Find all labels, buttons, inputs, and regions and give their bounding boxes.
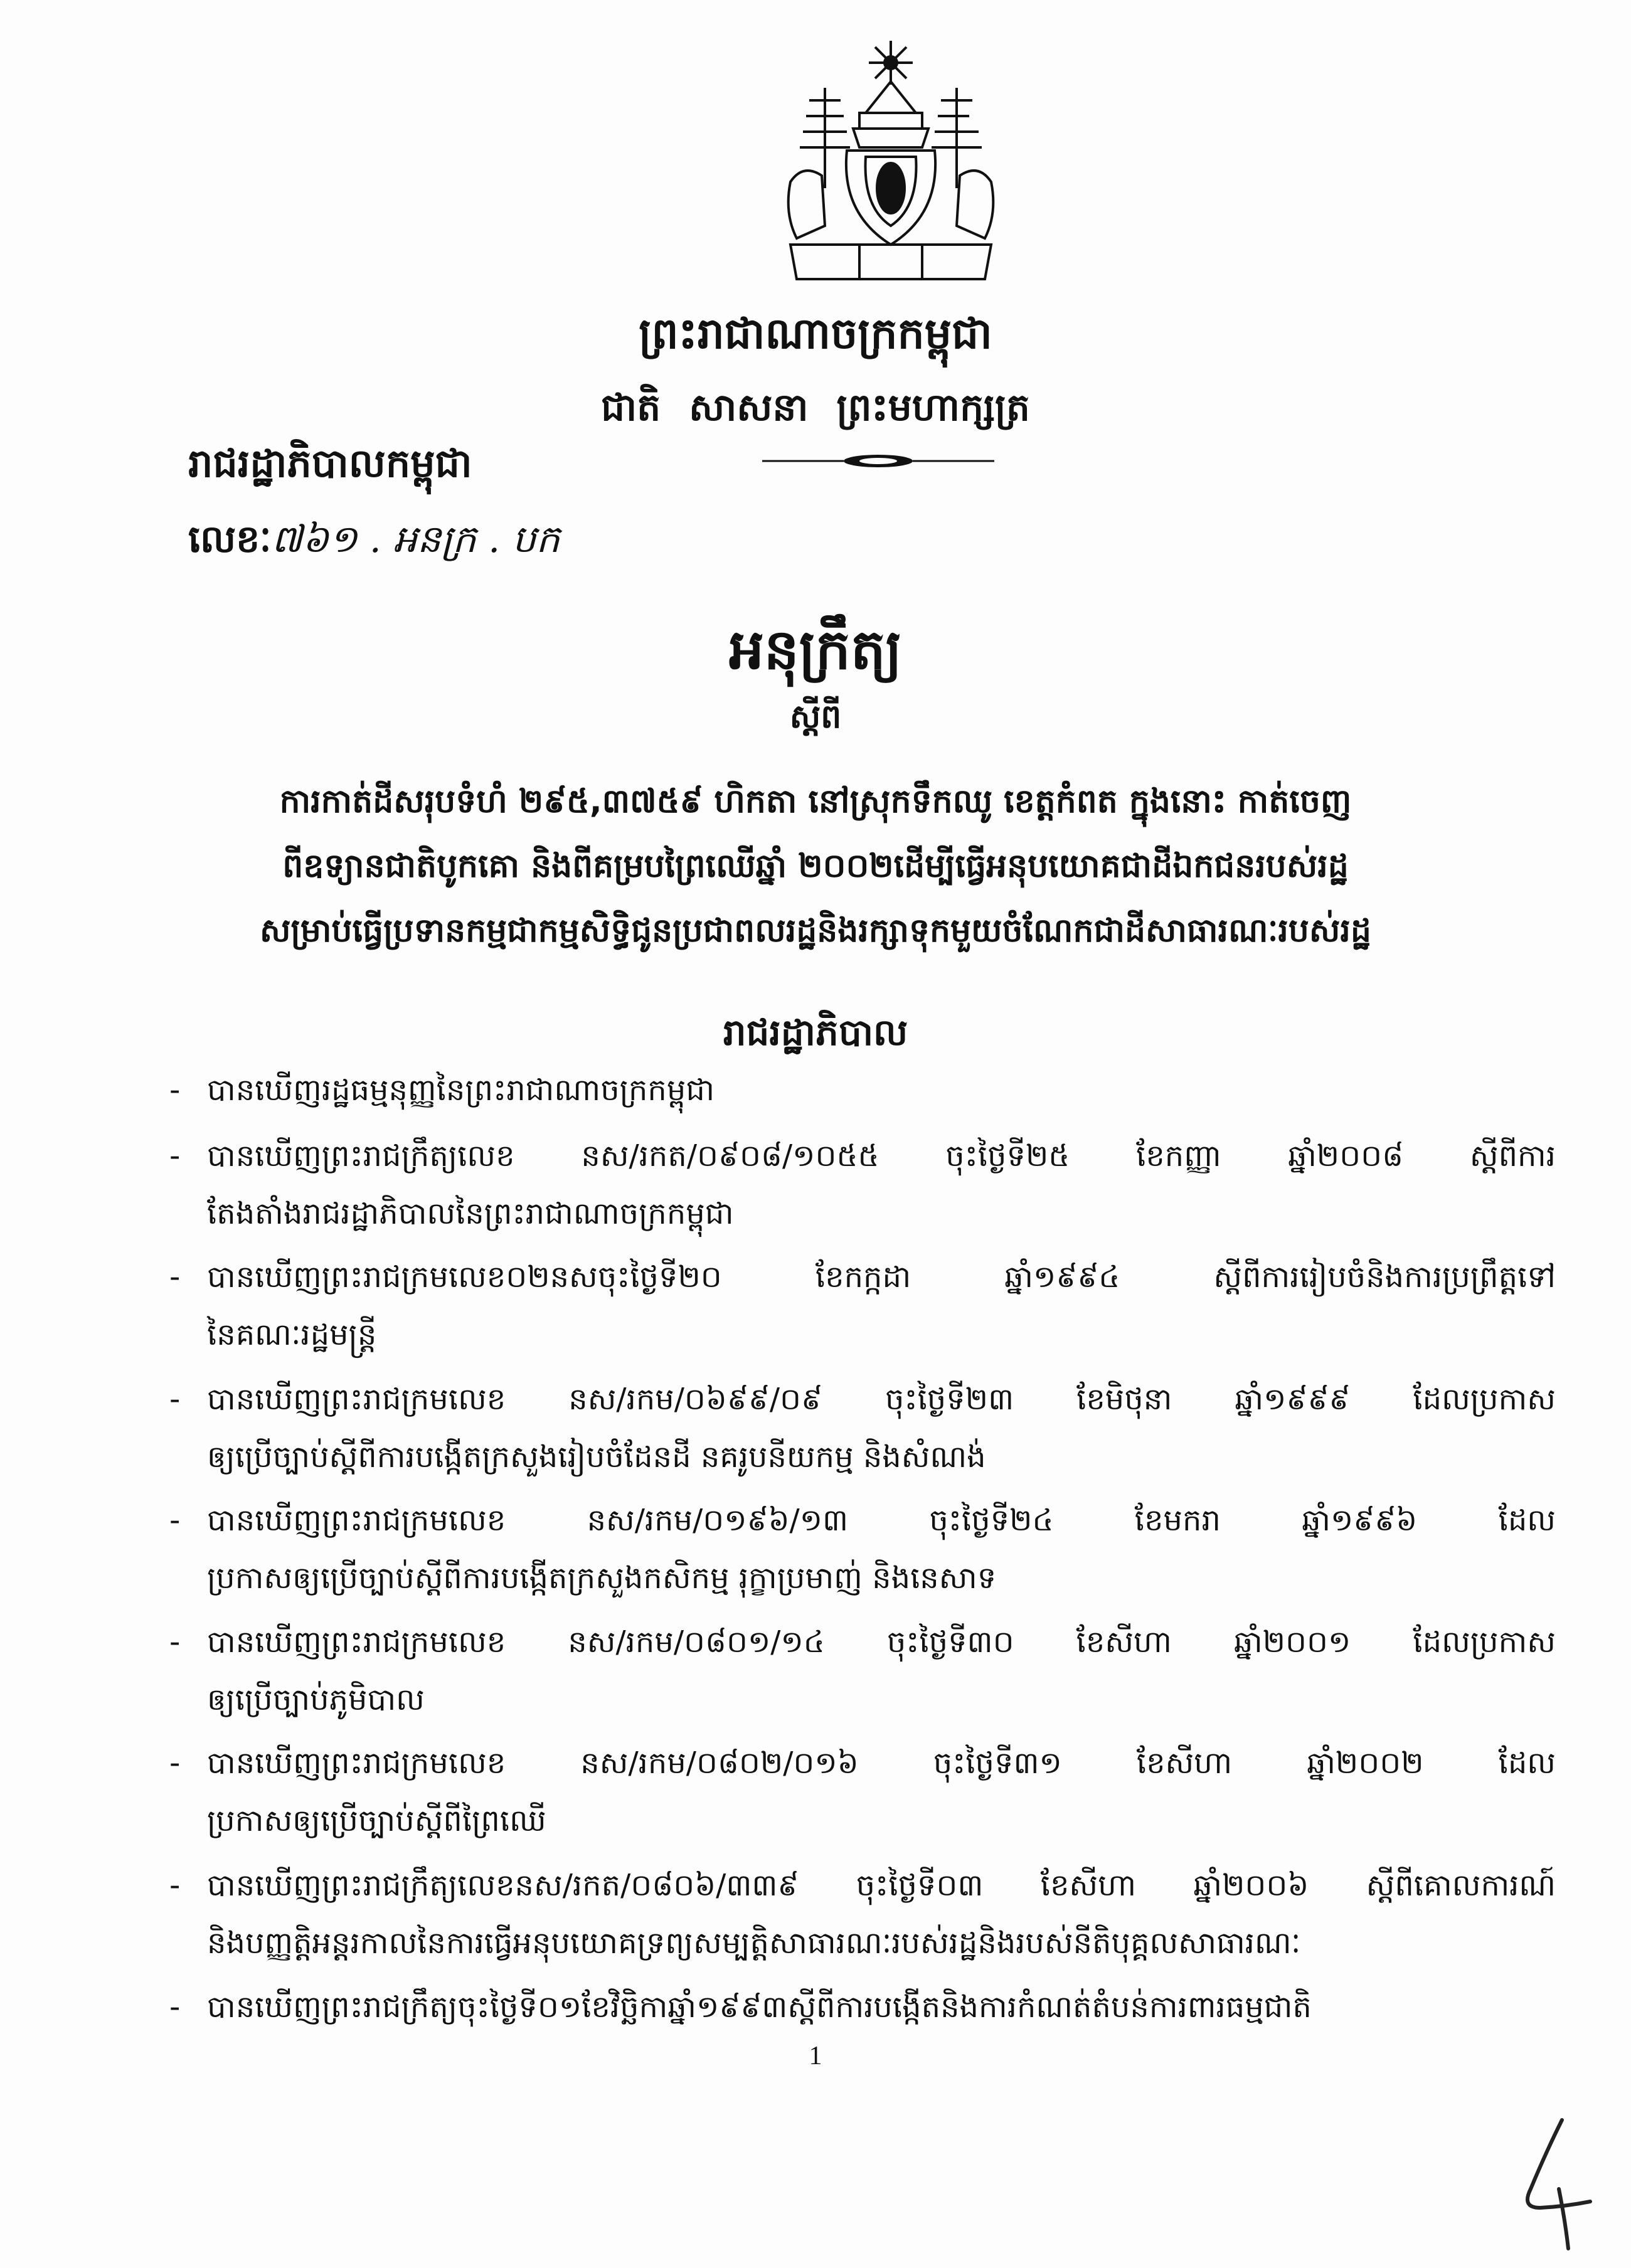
visa-item xyxy=(169,1370,1556,1486)
visa-text: បានឃើញព្រះរាជក្រមលេខ០២នសចុះថ្ងៃទី២០ ខែកក្កដា ឆ្នាំ១៩៩៤ ស្តីពីការរៀបចំនិងការប្រព្រឹត្តទៅ xyxy=(207,1259,1556,1295)
handwritten-initial-icon xyxy=(1502,2114,1596,2252)
visa-item xyxy=(169,1061,1556,1119)
visa-text: បានឃើញព្រះរាជក្រឹត្យលេខនស/រកត/០៨០៦/៣៣៩ ចុះថ្ងៃទី០៣ ខែសីហា ឆ្នាំ២០០៦ ស្តីពីគោលការណ៍ xyxy=(207,1868,1556,1903)
visa-item xyxy=(169,1127,1556,1243)
document-title-line-3: សម្រាប់ធ្វើប្រទានកម្មជាកម្មសិទ្ធិជូនប្រជាពលរដ្ឋនិងរក្សាទុកមួយចំណែកជាដីសាធារណៈរបស់រដ្ឋ xyxy=(260,912,1371,950)
visa-dash: - xyxy=(169,1138,181,1174)
visa-text-continued: ប្រកាសឲ្យប្រើច្បាប់ស្តីពីការបង្កើតក្រសួងកសិកម្ម រុក្ខាប្រមាញ់ និងនេសាទ xyxy=(207,1561,997,1596)
visa-text: បានឃើញព្រះរាជក្រឹត្យលេខ នស/រកត/០៩០៨/១០៥៥ ចុះថ្ងៃទី២៥ ខែកញ្ញា ឆ្នាំ២០០៨ ស្តីពីការ xyxy=(207,1138,1556,1174)
visa-item xyxy=(169,1857,1556,1972)
visa-text: បានឃើញព្រះរាជក្រមលេខ នស/រកម/០៦៩៩/០៩ ចុះថ្ងៃទី២៣ ខែមិថុនា ឆ្នាំ១៩៩៩ ដែលប្រកាស xyxy=(207,1382,1556,1417)
about-label: ស្តីពី xyxy=(789,698,842,736)
document-title-line-1: ការកាត់ដីសរុបទំហំ ២៩៥,៣៧៥៩ ហិកតា នៅស្រុកទឹកឈូ ខេត្តកំពត ក្នុងនោះ កាត់ចេញ xyxy=(279,783,1352,820)
visa-dash: - xyxy=(169,1624,181,1660)
royal-emblem-icon xyxy=(765,38,1016,289)
visa-dash: - xyxy=(169,1868,181,1903)
visa-text-continued: ឲ្យប្រើច្បាប់ស្តីពីការបង្កើតក្រសួងរៀបចំដែនដី នគរូបនីយកម្ម និងសំណង់ xyxy=(207,1439,986,1475)
visa-dash: - xyxy=(169,1259,181,1295)
issuing-authority: រាជរដ្ឋាភិបាលកម្ពុជា xyxy=(188,440,472,486)
visa-text-continued: តែងតាំងរាជរដ្ឋាភិបាលនៃព្រះរាជាណាចក្រកម្ពុជា xyxy=(207,1196,734,1231)
visa-item xyxy=(169,1248,1556,1364)
visa-text: បានឃើញរដ្ឋធម្មនុញ្ញនៃព្រះរាជាណាចក្រកម្ពុជា xyxy=(207,1073,715,1108)
visa-dash: - xyxy=(169,1990,181,2025)
visa-text-continued: នៃគណៈរដ្ឋមន្ត្រី xyxy=(207,1317,377,1352)
document-title-line-2: ពីឧទ្យានជាតិបូកគោ និងពីគម្របព្រៃឈើឆ្នាំ ២០០២ដើម្បីធ្វើអនុបយោគជាដីឯកជនរបស់រដ្ឋ xyxy=(282,847,1349,885)
document-number-label: លេខៈ xyxy=(188,517,272,561)
national-motto: ជាតិ សាសនា ព្រះមហាក្សត្រ xyxy=(601,386,1030,430)
visa-text-continued: ឲ្យប្រើច្បាប់ភូមិបាល xyxy=(207,1682,425,1717)
visa-text: បានឃើញព្រះរាជក្រឹត្យចុះថ្ងៃទី០១ខែវិច្ឆិកាឆ្នាំ១៩៩៣ស្តីពីការបង្កើតនិងការកំណត់តំបន់ការពារធម្មជាតិ xyxy=(207,1990,1312,2025)
visa-item xyxy=(169,1613,1556,1729)
visa-text: បានឃើញព្រះរាជក្រមលេខ នស/រកម/០៨០២/០១៦ ចុះថ្ងៃទី៣១ ខែសីហា ឆ្នាំ២០០២ ដែល xyxy=(207,1746,1556,1781)
kingdom-heading: ព្រះរាជាណាចក្រកម្ពុជា xyxy=(639,309,992,359)
visa-dash: - xyxy=(169,1503,181,1538)
visa-text: បានឃើញព្រះរាជក្រមលេខ នស/រកម/០១៩៦/១៣ ចុះថ្ងៃទី២៤ ខែមករា ឆ្នាំ១៩៩៦ ដែល xyxy=(207,1503,1556,1538)
visa-text: បានឃើញព្រះរាជក្រមលេខ នស/រកម/០៨០១/១៤ ចុះថ្ងៃទី៣០ ខែសីហា ឆ្នាំ២០០១ ដែលប្រកាស xyxy=(207,1624,1556,1660)
government-heading: រាជរដ្ឋាភិបាល xyxy=(723,1011,908,1054)
visa-text-continued: ប្រកាសឲ្យប្រើច្បាប់ស្តីពីព្រៃឈើ xyxy=(207,1803,546,1838)
visa-dash: - xyxy=(169,1746,181,1781)
visa-item xyxy=(169,1734,1556,1850)
visa-text-continued: និងបញ្ញត្តិអន្តរកាលនៃការធ្វើអនុបយោគទ្រព្យសម្បត្តិសាធារណៈរបស់រដ្ឋនិងរបស់នីតិបុគ្គលសាធារណៈ xyxy=(207,1926,1301,1961)
document-type: អនុក្រឹត្យ xyxy=(729,617,902,682)
visa-dash: - xyxy=(169,1382,181,1417)
ornament-divider-icon xyxy=(762,452,994,470)
visa-item xyxy=(169,1492,1556,1607)
document-number-value: ៧៦១ . អនក្រ . បក xyxy=(271,517,560,561)
visa-item xyxy=(169,1978,1556,2036)
visa-dash: - xyxy=(169,1073,181,1108)
page-number: 1 xyxy=(809,2042,822,2070)
document-number xyxy=(188,516,560,571)
